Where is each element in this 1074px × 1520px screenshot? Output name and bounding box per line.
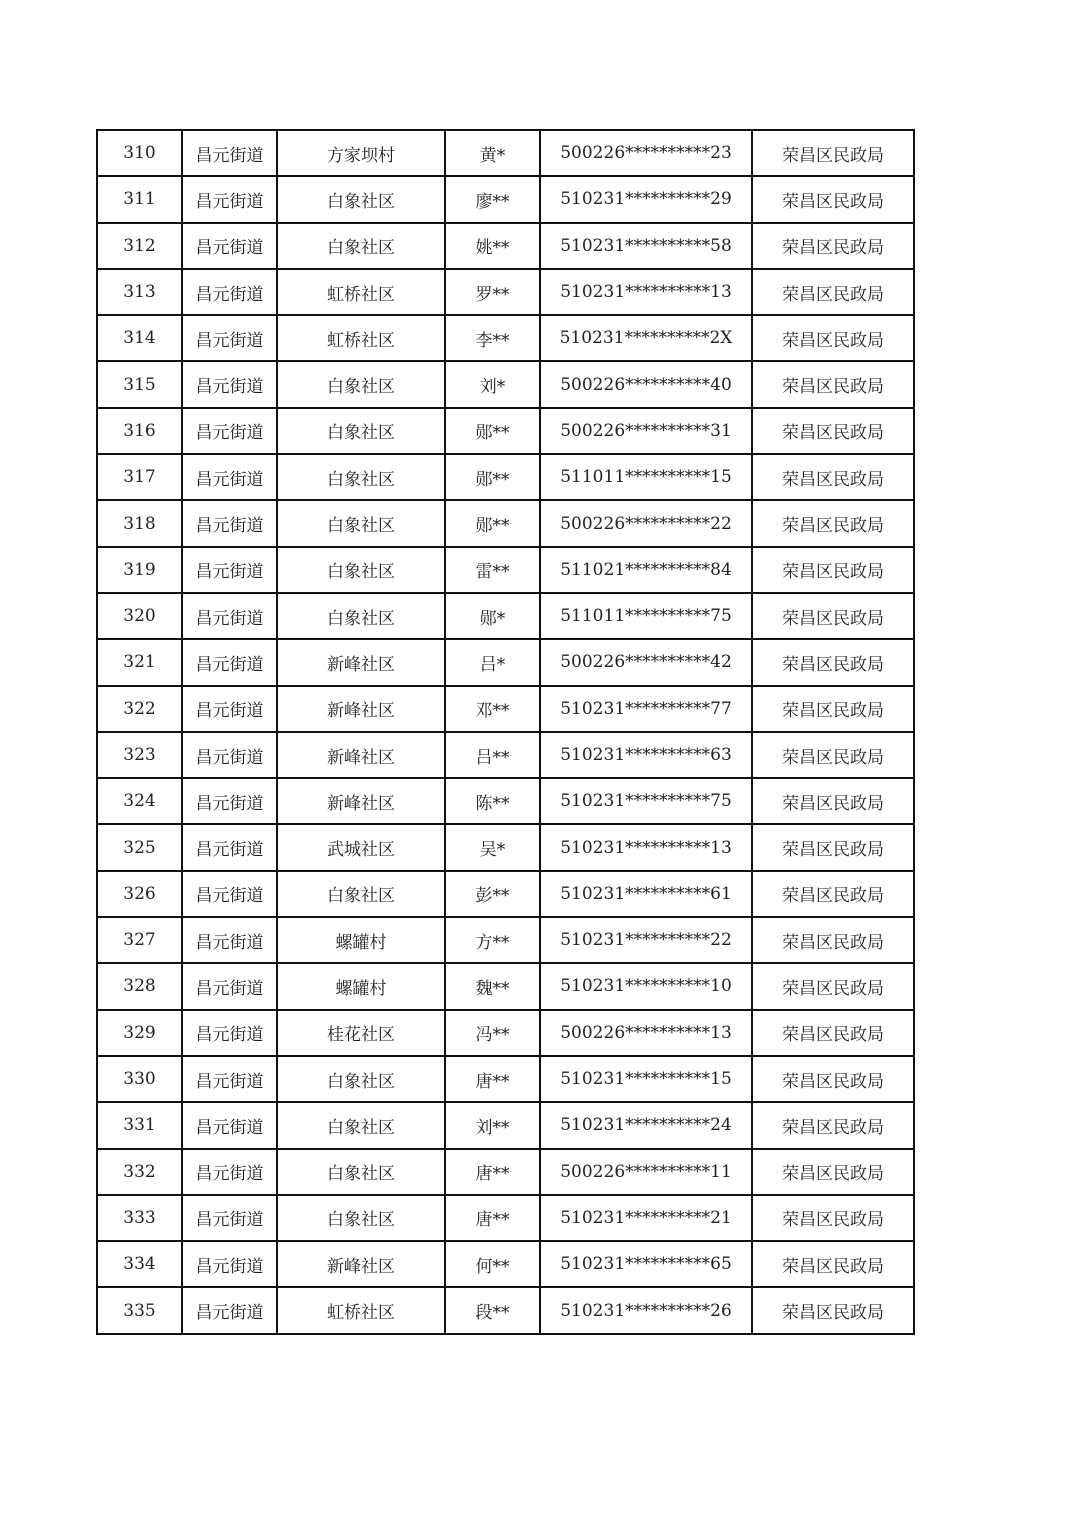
row-number-cell: 320	[97, 593, 182, 639]
street-cell: 昌元街道	[182, 1241, 277, 1287]
id-number-cell: 511021**********84	[540, 547, 752, 593]
agency-cell: 荣昌区民政局	[752, 1287, 914, 1333]
name-cell: 陈**	[445, 778, 540, 824]
table-row	[97, 593, 914, 639]
agency-cell: 荣昌区民政局	[752, 778, 914, 824]
row-number-cell: 334	[97, 1241, 182, 1287]
name-cell: 唐**	[445, 1056, 540, 1102]
name-cell: 吕*	[445, 639, 540, 685]
table-row	[97, 454, 914, 500]
agency-cell: 荣昌区民政局	[752, 732, 914, 778]
street-cell: 昌元街道	[182, 1149, 277, 1195]
street-cell: 昌元街道	[182, 361, 277, 407]
name-cell: 姚**	[445, 223, 540, 269]
community-cell: 新峰社区	[277, 1241, 445, 1287]
community-cell: 白象社区	[277, 500, 445, 546]
records-table	[96, 129, 915, 1335]
id-number-cell: 510231**********29	[540, 176, 752, 222]
community-cell: 螺罐村	[277, 917, 445, 963]
id-number-cell: 510231**********21	[540, 1195, 752, 1241]
street-cell: 昌元街道	[182, 1287, 277, 1333]
table-row	[97, 500, 914, 546]
row-number-cell: 315	[97, 361, 182, 407]
id-number-cell: 510231**********26	[540, 1287, 752, 1333]
table-row	[97, 871, 914, 917]
name-cell: 黄*	[445, 130, 540, 176]
street-cell: 昌元街道	[182, 639, 277, 685]
community-cell: 新峰社区	[277, 732, 445, 778]
table-row	[97, 315, 914, 361]
id-number-cell: 500226**********40	[540, 361, 752, 407]
table-row	[97, 686, 914, 732]
id-number-cell: 510231**********2X	[540, 315, 752, 361]
name-cell: 郧**	[445, 454, 540, 500]
agency-cell: 荣昌区民政局	[752, 639, 914, 685]
street-cell: 昌元街道	[182, 315, 277, 361]
agency-cell: 荣昌区民政局	[752, 1056, 914, 1102]
row-number-cell: 312	[97, 223, 182, 269]
agency-cell: 荣昌区民政局	[752, 1102, 914, 1148]
community-cell: 白象社区	[277, 1056, 445, 1102]
community-cell: 白象社区	[277, 223, 445, 269]
table-row	[97, 824, 914, 870]
name-cell: 魏**	[445, 963, 540, 1009]
street-cell: 昌元街道	[182, 269, 277, 315]
community-cell: 新峰社区	[277, 639, 445, 685]
name-cell: 罗**	[445, 269, 540, 315]
id-number-cell: 510231**********24	[540, 1102, 752, 1148]
table-row	[97, 1241, 914, 1287]
name-cell: 吕**	[445, 732, 540, 778]
community-cell: 白象社区	[277, 176, 445, 222]
street-cell: 昌元街道	[182, 454, 277, 500]
agency-cell: 荣昌区民政局	[752, 824, 914, 870]
community-cell: 方家坝村	[277, 130, 445, 176]
community-cell: 新峰社区	[277, 778, 445, 824]
agency-cell: 荣昌区民政局	[752, 547, 914, 593]
community-cell: 新峰社区	[277, 686, 445, 732]
agency-cell: 荣昌区民政局	[752, 361, 914, 407]
table-row	[97, 223, 914, 269]
id-number-cell: 510231**********61	[540, 871, 752, 917]
name-cell: 唐**	[445, 1149, 540, 1195]
name-cell: 郧**	[445, 408, 540, 454]
row-number-cell: 319	[97, 547, 182, 593]
agency-cell: 荣昌区民政局	[752, 408, 914, 454]
row-number-cell: 328	[97, 963, 182, 1009]
table-row	[97, 176, 914, 222]
id-number-cell: 500226**********13	[540, 1010, 752, 1056]
row-number-cell: 318	[97, 500, 182, 546]
street-cell: 昌元街道	[182, 500, 277, 546]
id-number-cell: 510231**********65	[540, 1241, 752, 1287]
id-number-cell: 500226**********42	[540, 639, 752, 685]
name-cell: 冯**	[445, 1010, 540, 1056]
street-cell: 昌元街道	[182, 1102, 277, 1148]
community-cell: 白象社区	[277, 454, 445, 500]
id-number-cell: 510231**********13	[540, 824, 752, 870]
agency-cell: 荣昌区民政局	[752, 269, 914, 315]
row-number-cell: 314	[97, 315, 182, 361]
agency-cell: 荣昌区民政局	[752, 593, 914, 639]
row-number-cell: 313	[97, 269, 182, 315]
agency-cell: 荣昌区民政局	[752, 686, 914, 732]
id-number-cell: 500226**********11	[540, 1149, 752, 1195]
id-number-cell: 510231**********13	[540, 269, 752, 315]
records-sheet	[96, 129, 915, 1335]
street-cell: 昌元街道	[182, 176, 277, 222]
street-cell: 昌元街道	[182, 408, 277, 454]
row-number-cell: 324	[97, 778, 182, 824]
table-row	[97, 639, 914, 685]
community-cell: 白象社区	[277, 547, 445, 593]
street-cell: 昌元街道	[182, 778, 277, 824]
community-cell: 白象社区	[277, 871, 445, 917]
row-number-cell: 310	[97, 130, 182, 176]
agency-cell: 荣昌区民政局	[752, 1149, 914, 1195]
id-number-cell: 510231**********75	[540, 778, 752, 824]
table-row	[97, 917, 914, 963]
agency-cell: 荣昌区民政局	[752, 454, 914, 500]
street-cell: 昌元街道	[182, 871, 277, 917]
id-number-cell: 510231**********15	[540, 1056, 752, 1102]
community-cell: 白象社区	[277, 361, 445, 407]
agency-cell: 荣昌区民政局	[752, 130, 914, 176]
id-number-cell: 510231**********22	[540, 917, 752, 963]
table-row	[97, 778, 914, 824]
street-cell: 昌元街道	[182, 1195, 277, 1241]
name-cell: 唐**	[445, 1195, 540, 1241]
name-cell: 段**	[445, 1287, 540, 1333]
community-cell: 虹桥社区	[277, 315, 445, 361]
agency-cell: 荣昌区民政局	[752, 1241, 914, 1287]
street-cell: 昌元街道	[182, 686, 277, 732]
id-number-cell: 500226**********31	[540, 408, 752, 454]
table-row	[97, 547, 914, 593]
name-cell: 廖**	[445, 176, 540, 222]
id-number-cell: 511011**********15	[540, 454, 752, 500]
table-row	[97, 1102, 914, 1148]
community-cell: 白象社区	[277, 593, 445, 639]
agency-cell: 荣昌区民政局	[752, 315, 914, 361]
row-number-cell: 323	[97, 732, 182, 778]
community-cell: 白象社区	[277, 1149, 445, 1195]
table-row	[97, 361, 914, 407]
agency-cell: 荣昌区民政局	[752, 176, 914, 222]
street-cell: 昌元街道	[182, 1010, 277, 1056]
table-row	[97, 732, 914, 778]
row-number-cell: 316	[97, 408, 182, 454]
id-number-cell: 511011**********75	[540, 593, 752, 639]
name-cell: 郧*	[445, 593, 540, 639]
street-cell: 昌元街道	[182, 593, 277, 639]
name-cell: 何**	[445, 1241, 540, 1287]
agency-cell: 荣昌区民政局	[752, 1010, 914, 1056]
table-row	[97, 130, 914, 176]
table-row	[97, 1149, 914, 1195]
row-number-cell: 321	[97, 639, 182, 685]
community-cell: 白象社区	[277, 1102, 445, 1148]
row-number-cell: 317	[97, 454, 182, 500]
community-cell: 螺罐村	[277, 963, 445, 1009]
table-row	[97, 269, 914, 315]
row-number-cell: 333	[97, 1195, 182, 1241]
id-number-cell: 500226**********22	[540, 500, 752, 546]
row-number-cell: 331	[97, 1102, 182, 1148]
row-number-cell: 330	[97, 1056, 182, 1102]
row-number-cell: 329	[97, 1010, 182, 1056]
community-cell: 白象社区	[277, 408, 445, 454]
street-cell: 昌元街道	[182, 732, 277, 778]
street-cell: 昌元街道	[182, 1056, 277, 1102]
name-cell: 彭**	[445, 871, 540, 917]
agency-cell: 荣昌区民政局	[752, 963, 914, 1009]
agency-cell: 荣昌区民政局	[752, 871, 914, 917]
row-number-cell: 322	[97, 686, 182, 732]
table-row	[97, 408, 914, 454]
row-number-cell: 332	[97, 1149, 182, 1195]
id-number-cell: 510231**********10	[540, 963, 752, 1009]
table-row	[97, 1010, 914, 1056]
row-number-cell: 335	[97, 1287, 182, 1333]
name-cell: 李**	[445, 315, 540, 361]
agency-cell: 荣昌区民政局	[752, 500, 914, 546]
row-number-cell: 326	[97, 871, 182, 917]
street-cell: 昌元街道	[182, 963, 277, 1009]
agency-cell: 荣昌区民政局	[752, 917, 914, 963]
community-cell: 武城社区	[277, 824, 445, 870]
row-number-cell: 311	[97, 176, 182, 222]
street-cell: 昌元街道	[182, 130, 277, 176]
name-cell: 方**	[445, 917, 540, 963]
agency-cell: 荣昌区民政局	[752, 1195, 914, 1241]
row-number-cell: 327	[97, 917, 182, 963]
name-cell: 邓**	[445, 686, 540, 732]
name-cell: 郧**	[445, 500, 540, 546]
id-number-cell: 510231**********58	[540, 223, 752, 269]
agency-cell: 荣昌区民政局	[752, 223, 914, 269]
name-cell: 刘**	[445, 1102, 540, 1148]
table-body	[97, 130, 914, 1334]
table-row	[97, 1195, 914, 1241]
id-number-cell: 510231**********63	[540, 732, 752, 778]
community-cell: 桂花社区	[277, 1010, 445, 1056]
name-cell: 雷**	[445, 547, 540, 593]
table-row	[97, 1287, 914, 1333]
table-row	[97, 1056, 914, 1102]
id-number-cell: 500226**********23	[540, 130, 752, 176]
street-cell: 昌元街道	[182, 223, 277, 269]
name-cell: 吴*	[445, 824, 540, 870]
row-number-cell: 325	[97, 824, 182, 870]
community-cell: 白象社区	[277, 1195, 445, 1241]
street-cell: 昌元街道	[182, 824, 277, 870]
street-cell: 昌元街道	[182, 547, 277, 593]
community-cell: 虹桥社区	[277, 269, 445, 315]
community-cell: 虹桥社区	[277, 1287, 445, 1333]
street-cell: 昌元街道	[182, 917, 277, 963]
table-row	[97, 963, 914, 1009]
id-number-cell: 510231**********77	[540, 686, 752, 732]
name-cell: 刘*	[445, 361, 540, 407]
